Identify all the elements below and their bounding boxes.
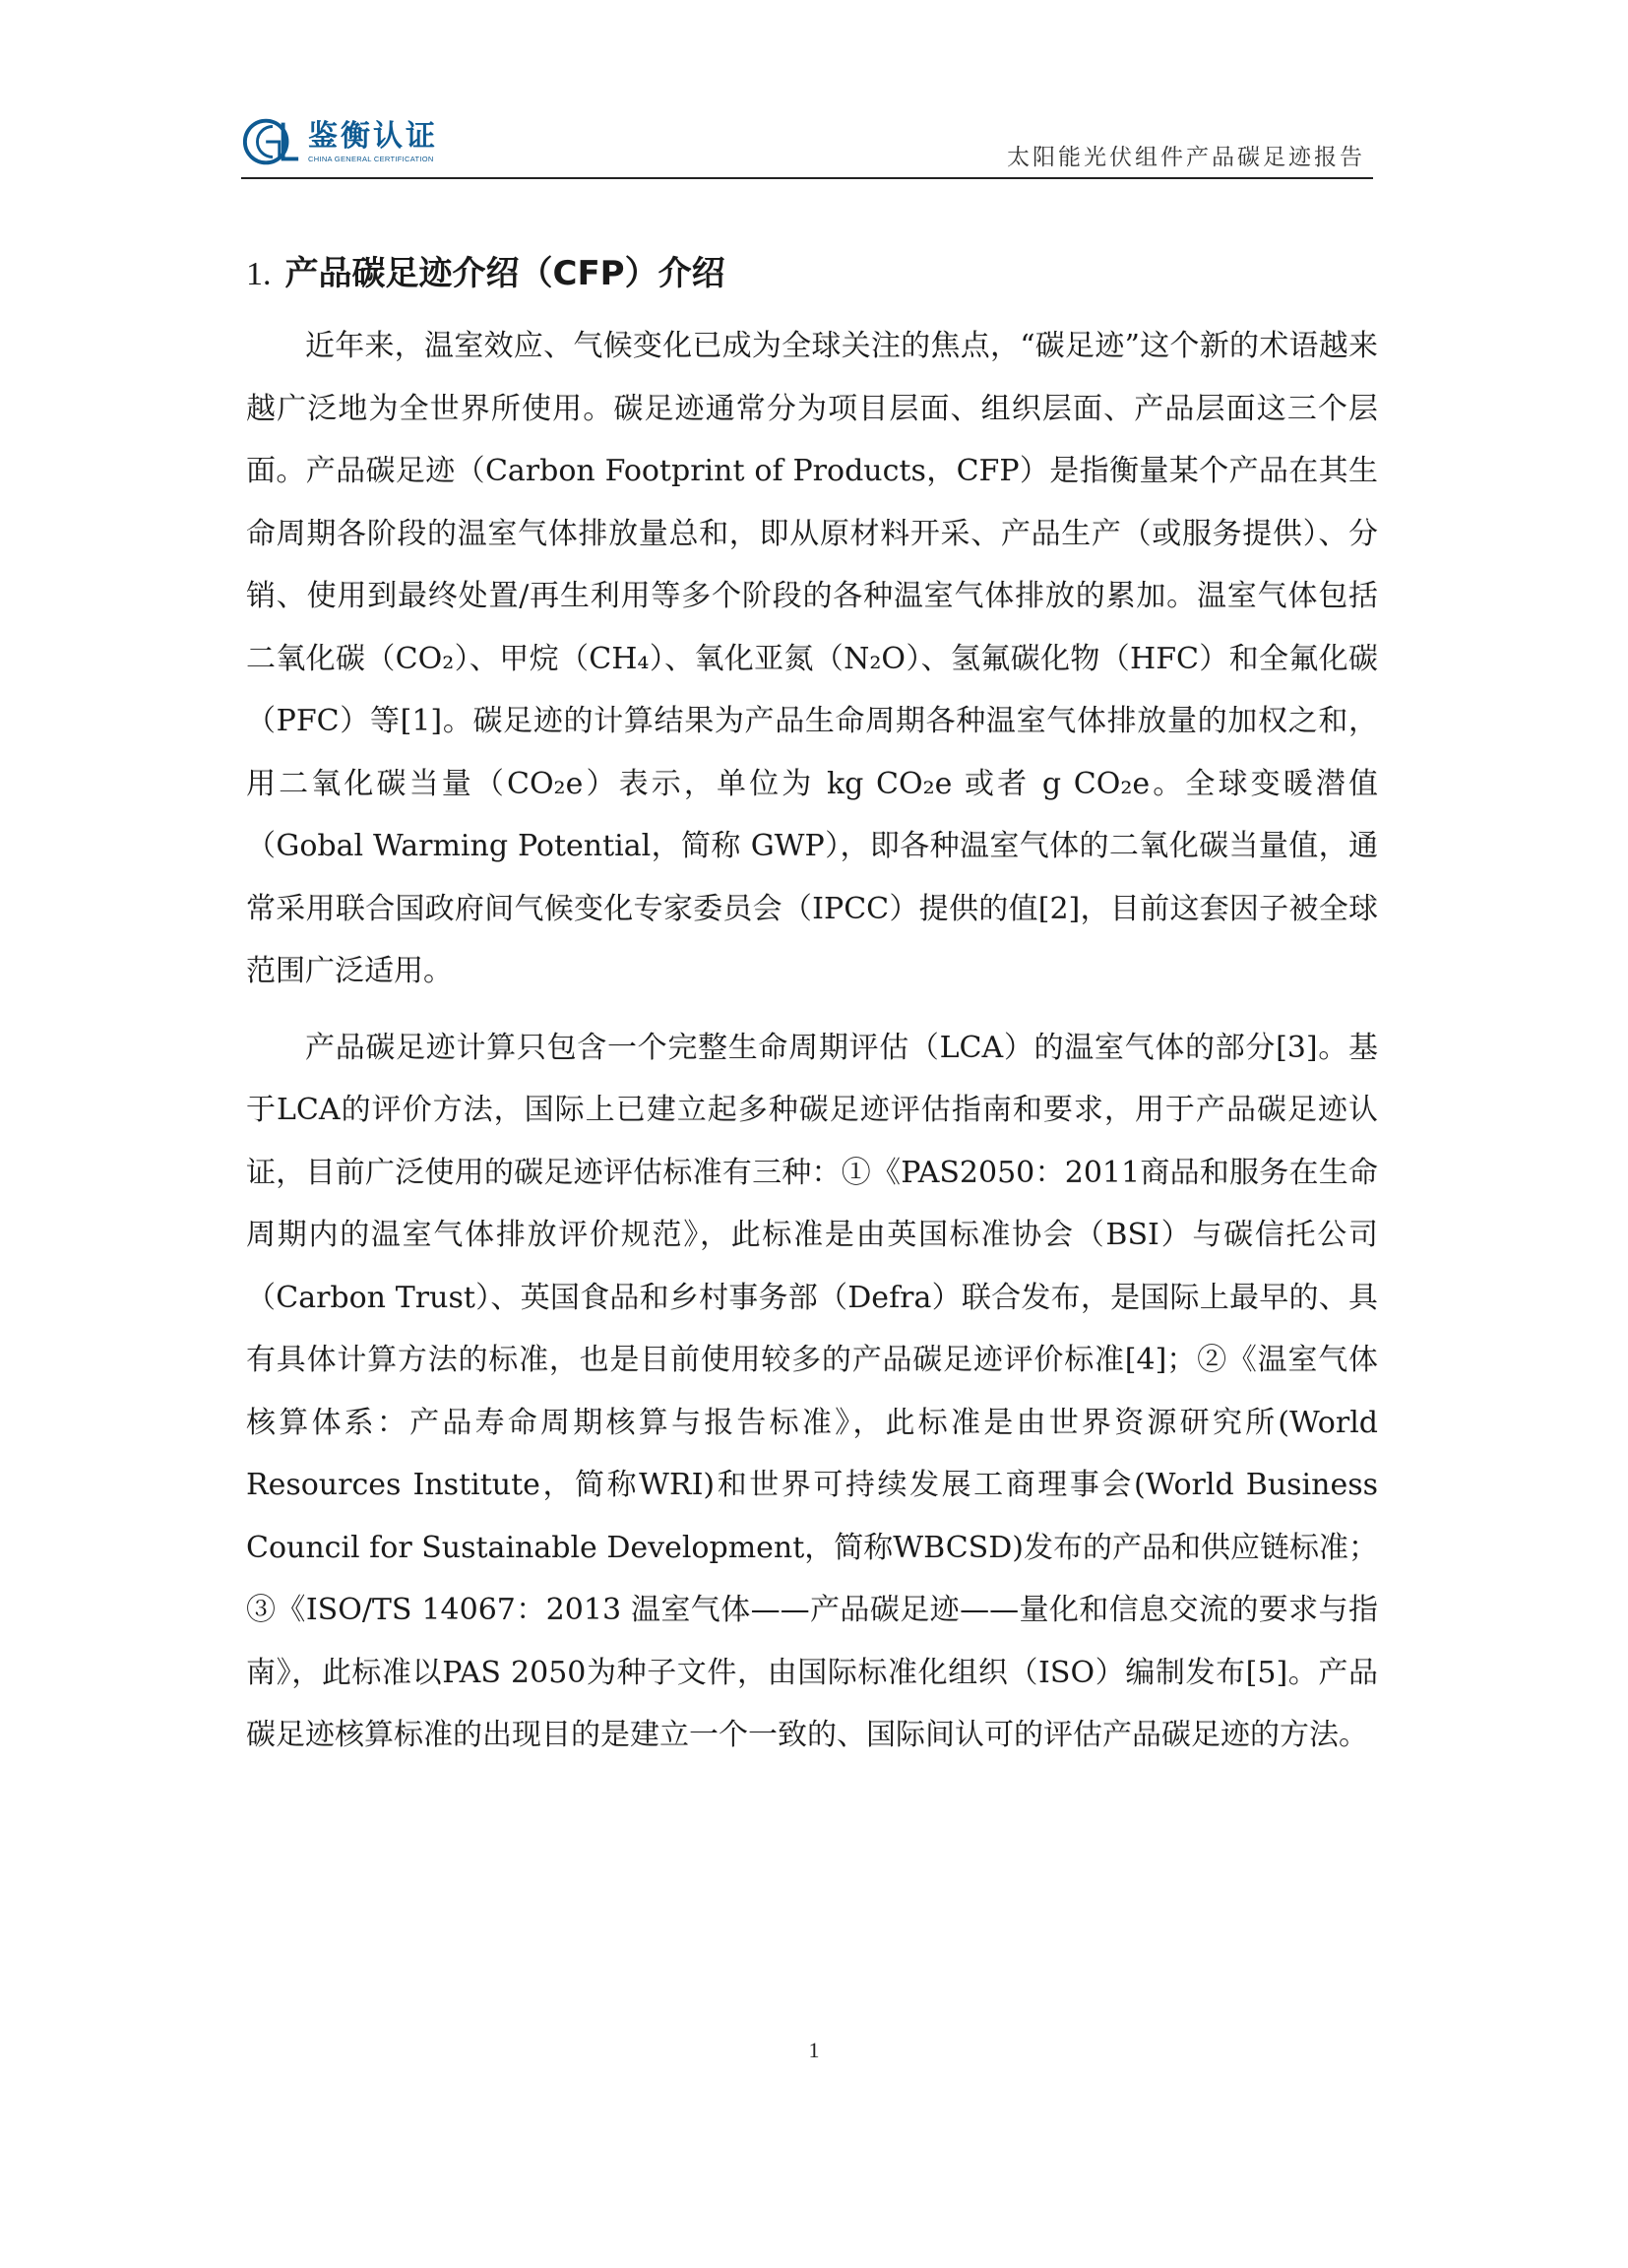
section-number: 1. — [246, 256, 272, 292]
logo-english-name: CHINA GENERAL CERTIFICATION — [308, 155, 434, 163]
section-heading — [246, 246, 725, 302]
report-title: 太阳能光伏组件产品碳足迹报告 — [1007, 145, 1365, 170]
company-logo — [241, 111, 438, 172]
paragraph: 近年来，温室效应、气候变化已成为全球关注的焦点，“碳足迹”这个新的术语越来越广泛地为全世界所使用。碳足迹通常分为项目层面、组织层面、产品层面这三个层面。产品碳足迹（Carbon Footprint of Products，CFP）是指衡量某个产品在其生命周期各阶段的温室气体排放量总和，即从原材料开采、产品生产（或服务提供）、分销、使用到最终处置/再生利用等多个阶段的各种温室气体排放的累加。温室气体包括二氧化碳（CO₂）、甲烷（CH₄）、氧化亚氮（N₂O）、氢氟碳化物（HFC）和全氟化碳（PFC）等[1]。碳足迹的计算结果为产品生命周期各种温室气体排放量的加权之和，用二氧化碳当量（CO₂e）表示，单位为 kg CO₂e 或者 g CO₂e。全球变暖潜值（Gobal Warming Potential，简称 GWP），即各种温室气体的二氧化碳当量值，通常采用联合国政府间气候变化专家委员会（IPCC）提供的值[2]，目前这套因子被全球范围广泛适用。 — [246, 329, 1378, 988]
logo-chinese-name: 鉴衡认证 — [308, 119, 438, 154]
page-header — [241, 103, 1373, 179]
paragraph: 产品碳足迹计算只包含一个完整生命周期评估（LCA）的温室气体的部分[3]。基于LCA的评价方法，国际上已建立起多种碳足迹评估指南和要求，用于产品碳足迹认证，目前广泛使用的碳足迹评估标准有三种：①《PAS2050：2011商品和服务在生命周期内的温室气体排放评价规范》，此标准是由英国标准协会（BSI）与碳信托公司（Carbon Trust）、英国食品和乡村事务部（Defra）联合发布，是国际上最早的、具有具体计算方法的标准，也是目前使用较多的产品碳足迹评价标准[4]；②《温室气体核算体系：产品寿命周期核算与报告标准》，此标准是由世界资源研究所(World Resources Institute，简称WRI)和世界可持续发展工商理事会(World Business Council for Sustainable Development，简称WBCSD)发布的产品和供应链标准；③《ISO/TS 14067：2013 温室气体——产品碳足迹——量化和信息交流的要求与指南》，此标准以PAS 2050为种子文件，由国际标准化组织（ISO）编制发布[5]。产品碳足迹核算标准的出现目的是建立一个一致的、国际间认可的评估产品碳足迹的方法。 — [246, 1030, 1378, 1752]
section-title: 产品碳足迹介绍（CFP）介绍 — [284, 254, 725, 293]
body-text — [246, 315, 1378, 1781]
page-number: 1 — [808, 2038, 820, 2062]
gc-logo-icon — [241, 111, 302, 172]
